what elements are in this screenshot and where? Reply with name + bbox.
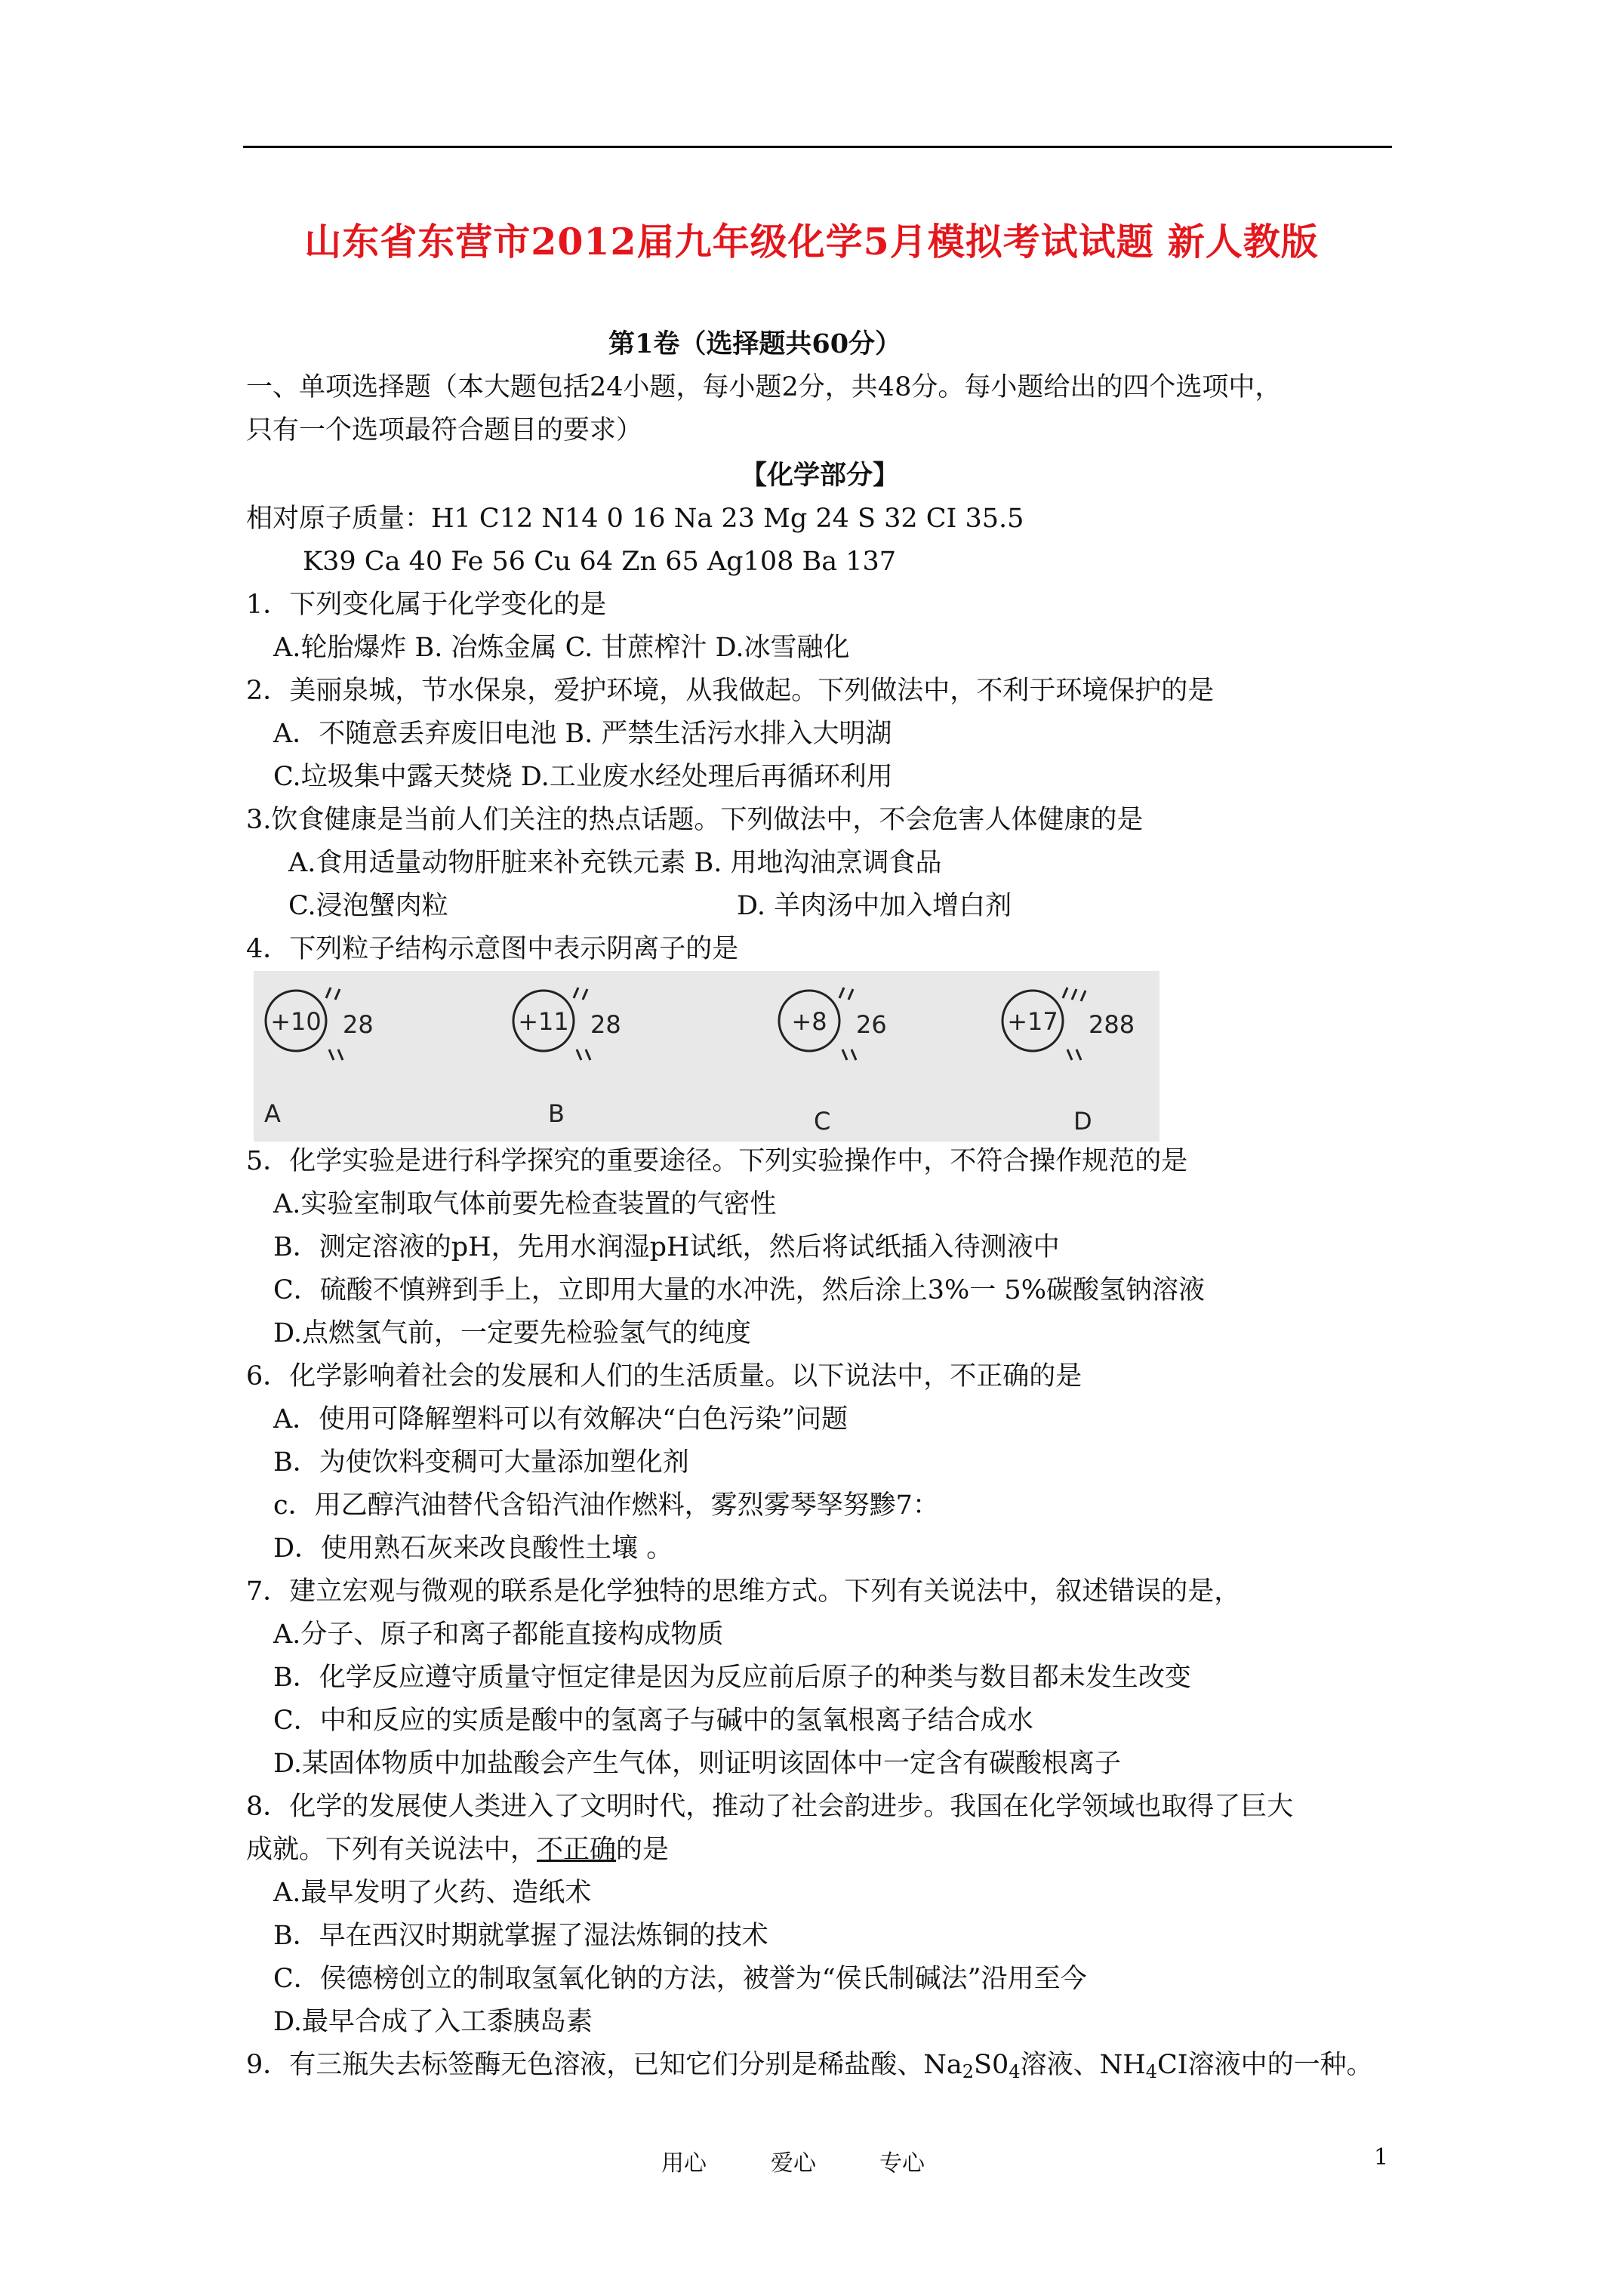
nucleus-label-c: +8 (791, 1007, 827, 1036)
page-number: 1 (1374, 2144, 1389, 2171)
q1-stem: 1．下列变化属于化学变化的是 (246, 590, 607, 620)
q6-stem: 6．化学影响着社会的发展和人们的生活质量。以下说法中，不正确的是 (246, 1361, 1083, 1391)
q6-option-b: B．为使饮料变稠可大量添加塑化剂 (273, 1447, 689, 1478)
q4-stem: 4．下列粒子结构示意图中表示阴离子的是 (246, 934, 739, 964)
atomic-masses-line-1: 相对原子质量：H1 C12 N14 0 16 Na 23 Mg 24 S 32 CI 35.5 (246, 504, 1024, 534)
particle-diagram-c (779, 988, 887, 1136)
option-label-b: B (548, 1099, 565, 1128)
q9-sub-2: 4 (1009, 2061, 1021, 2082)
q7-option-d: D.某固体物质中加盐酸会产生气体，则证明该固体中一定含有碳酸根离子 (273, 1749, 1121, 1779)
q1-options: A.轮胎爆炸 B. 冶炼金属 C. 甘蔗榨汁 D.冰雪融化 (273, 633, 850, 663)
q8-stem-prefix: 成就。下列有关说法中， (246, 1835, 537, 1865)
q2-options-1: A．不随意丢弃废旧电池 B. 严禁生活污水排入大明湖 (273, 719, 892, 749)
shell-label-b: 28 (590, 1010, 621, 1039)
q7-stem: 7．建立宏观与微观的联系是化学独特的思维方式。下列有关说法中，叙述错误的是， (246, 1576, 1241, 1607)
q7-option-a: A.分子、原子和离子都能直接构成物质 (273, 1620, 724, 1650)
option-label-a: A (264, 1099, 281, 1128)
q8-option-a: A.最早发明了火药、造纸术 (273, 1878, 592, 1908)
q8-option-b: B．早在西汉时期就掌握了湿法炼铜的技术 (273, 1921, 768, 1951)
instructions-line-1: 一、单项选择题（本大题包括24小题，每小题2分，共48分。每小题给出的四个选项中， (246, 372, 1282, 402)
particle-structure-figure (254, 971, 1160, 1142)
particle-diagram-d (1002, 988, 1135, 1136)
q9-sub-3: 4 (1145, 2061, 1158, 2082)
footer-right: 专心 (879, 2150, 925, 2177)
q8-stem-line-1: 8．化学的发展使人类进入了文明时代，推动了社会韵进步。我国在化学领域也取得了巨大 (246, 1792, 1294, 1822)
q2-stem: 2．美丽泉城，节水保泉，爱护环境，从我做起。下列做法中，不利于环境保护的是 (246, 676, 1215, 706)
q9-stem (246, 2048, 1373, 2088)
q5-stem: 5．化学实验是进行科学探究的重要途径。下列实验操作中，不符合操作规范的是 (246, 1146, 1188, 1176)
footer-left: 用心 (661, 2150, 707, 2177)
q3-options-3: D. 羊肉汤中加入增白剂 (737, 891, 1012, 921)
shell-label-c: 26 (856, 1010, 887, 1039)
footer-mid: 爱心 (771, 2150, 816, 2177)
q8-stem-emphasis: 不正确 (537, 1835, 617, 1865)
q3-options-1: A.食用适量动物肝脏来补充铁元素 B. 用地沟油烹调食品 (288, 848, 942, 878)
q3-stem: 3.饮食健康是当前人们关注的热点话题。下列做法中，不会危害人体健康的是 (246, 805, 1144, 835)
nucleus-label-d: +17 (1007, 1007, 1058, 1036)
q2-options-2: C.垃圾集中露天焚烧 D.工业废水经处理后再循环利用 (273, 762, 893, 792)
document-title: 山东省东营市2012届九年级化学5月模拟考试试题 新人教版 (304, 220, 1319, 264)
q9-text-2: S0 (974, 2050, 1009, 2080)
q9-sub-1: 2 (962, 2061, 975, 2082)
q8-option-d: D.最早合成了入工黍胰岛素 (273, 2007, 593, 2037)
nucleus-label-b: +11 (518, 1007, 569, 1036)
part-label: 【化学部分】 (741, 460, 900, 491)
atomic-masses-line-2: K39 Ca 40 Fe 56 Cu 64 Zn 65 Ag108 Ba 137 (303, 547, 896, 577)
q7-option-b: B．化学反应遵守质量守恒定律是因为反应前后原子的种类与数目都未发生改变 (273, 1663, 1191, 1693)
q5-option-d: D.点燃氢气前，一定要先检验氢气的纯度 (273, 1318, 751, 1348)
q7-option-c: C．中和反应的实质是酸中的氢离子与碱中的氢氧根离子结合成水 (273, 1706, 1033, 1736)
q8-stem-suffix: 的是 (616, 1835, 670, 1865)
particle-diagram-b (513, 988, 621, 1128)
q5-option-a: A.实验室制取气体前要先检查装置的气密性 (273, 1189, 777, 1219)
q9-text-1: 9．有三瓶失去标签酶无色溶液，已知它们分别是稀盐酸、Na (246, 2050, 962, 2080)
q6-option-d: D．使用熟石灰来改良酸性土壤 。 (273, 1533, 673, 1564)
q9-text-3: 溶液、NH (1020, 2050, 1146, 2080)
q5-option-b: B．测定溶液的pH，先用水润湿pH试纸，然后将试纸插入待测液中 (273, 1232, 1060, 1262)
section-header: 第1卷（选择题共60分） (608, 328, 902, 359)
instructions-line-2: 只有一个选项最符合题目的要求） (246, 415, 643, 445)
shell-label-a: 28 (343, 1010, 374, 1039)
q8-stem-line-2 (246, 1833, 669, 1866)
particle-diagrams (254, 971, 1160, 1142)
q6-option-a: A．使用可降解塑料可以有效解决“白色污染”问题 (273, 1404, 848, 1435)
q5-option-c: C．硫酸不慎辨到手上，立即用大量的水冲洗，然后涂上3%一 5%碳酸氢钠溶液 (273, 1275, 1205, 1305)
shell-label-d: 288 (1089, 1010, 1135, 1039)
q6-option-c: c．用乙醇汽油替代含铅汽油作燃料，雾烈雾琴孥努黪7： (273, 1490, 939, 1521)
q8-option-c: C．侯德榜创立的制取氢氧化钠的方法，被誉为“侯氏制碱法”沿用至今 (273, 1964, 1087, 1994)
option-label-d: D (1073, 1107, 1092, 1136)
q3-options-2: C.浸泡蟹肉粒 (288, 891, 448, 921)
nucleus-label-a: +10 (270, 1007, 322, 1036)
option-label-c: C (814, 1107, 831, 1136)
particle-diagram-a (264, 988, 374, 1128)
header-rule (243, 146, 1392, 148)
q9-text-4: CI溶液中的一种。 (1157, 2050, 1373, 2080)
